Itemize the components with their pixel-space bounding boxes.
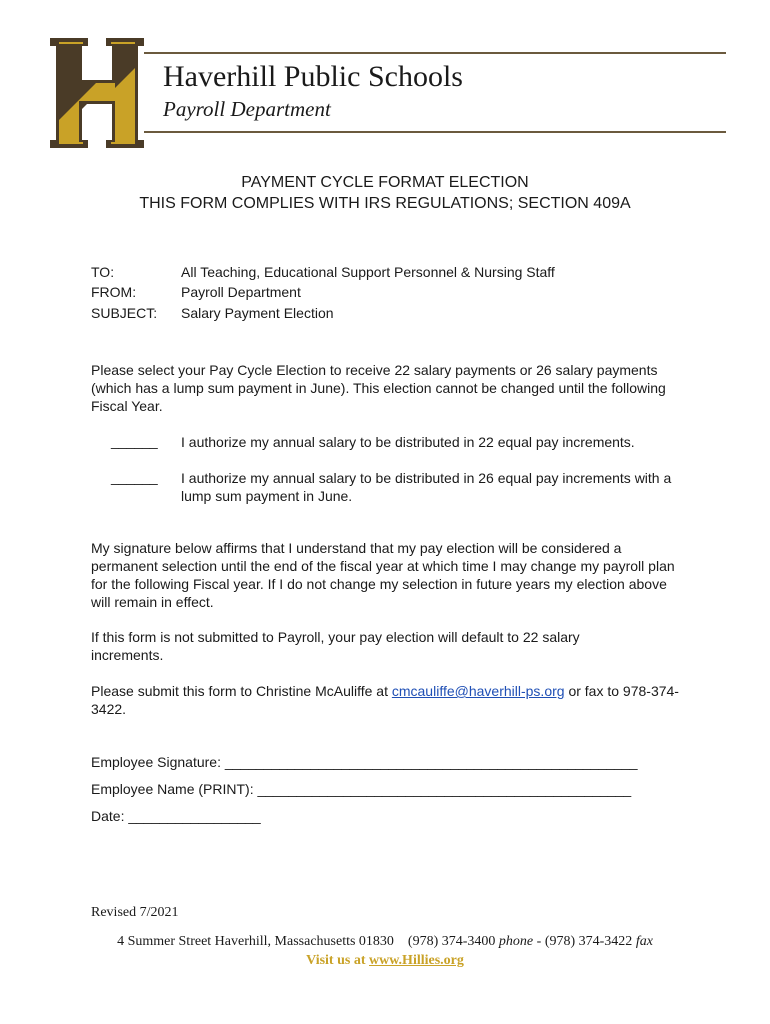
choice-22-blank[interactable]: ______ [111, 433, 158, 449]
memo-from-row [91, 284, 301, 300]
website-link[interactable]: www.Hillies.org [369, 953, 464, 968]
memo-subject-value: Salary Payment Election [181, 305, 334, 321]
date-field[interactable]: Date: _________________ [91, 808, 261, 824]
employee-signature-field[interactable]: Employee Signature: _____________________________________________________ [91, 754, 638, 770]
submit-instructions [91, 682, 691, 718]
form-title: PAYMENT CYCLE FORMAT ELECTION [241, 174, 529, 191]
footer-fax-label: fax [635, 934, 653, 949]
department-name [163, 97, 331, 122]
footer-fax: (978) 374-3422 [544, 934, 633, 949]
choice-26-blank[interactable]: ______ [111, 469, 158, 485]
choice-22-text: I authorize my annual salary to be distributed in 22 equal pay increments. [181, 434, 635, 450]
memo-from-label: FROM: [91, 284, 137, 300]
form-subtitle: THIS FORM COMPLIES WITH IRS REGULATIONS; SECTION 409A [139, 195, 631, 212]
submit-suffix: or fax to 978-374-3422. [91, 683, 679, 717]
memo-from-value: Payroll Department [181, 284, 301, 300]
footer-address-line [0, 934, 770, 950]
intro-paragraph: Please select your Pay Cycle Election to receive 22 salary payments or 26 salary payments (which has a lump sum payment in June). This election cannot be changed until the following Fiscal Year. [91, 362, 666, 414]
header-rule-bottom [144, 131, 726, 133]
memo-subject-label: SUBJECT: [91, 305, 158, 321]
memo-to-label: TO: [91, 264, 115, 280]
header-rule-top [144, 52, 726, 54]
visit-prefix: Visit us at [306, 953, 369, 968]
memo-subject-row [91, 305, 334, 321]
department-rest: Department [225, 97, 331, 121]
choice-26-text: I authorize my annual salary to be distributed in 26 equal pay increments with a lump sum payment in June. [181, 470, 672, 504]
h-letter-logo-icon [50, 38, 144, 148]
submit-prefix: Please submit this form to Christine McAuliffe at [91, 683, 392, 699]
footer-separator: - [533, 934, 545, 949]
department-italic: Payroll [163, 97, 226, 121]
affirmation-paragraph: My signature below affirms that I understand that my pay election will be considered a permanent selection until the end of the fiscal year at which time I may change my payroll plan for the following Fiscal year. If I do not change my selection in future years my election above will remain in effect. [91, 540, 675, 610]
default-note-paragraph: If this form is not submitted to Payroll, your pay election will default to 22 salary increments. [91, 629, 580, 663]
memo-to-value: All Teaching, Educational Support Personnel & Nursing Staff [181, 264, 555, 280]
school-name: Haverhill Public Schools [163, 60, 463, 93]
footer-phone: (978) 374-3400 [407, 934, 496, 949]
employee-name-field[interactable]: Employee Name (PRINT): ________________________________________________ [91, 781, 632, 797]
footer-phone-label: phone [498, 934, 534, 949]
footer-visit-line [0, 953, 770, 969]
footer-address: 4 Summer Street Haverhill, Massachusetts 01830 [117, 934, 394, 949]
memo-to-row [91, 264, 555, 280]
email-link[interactable]: cmcauliffe@haverhill-ps.org [391, 683, 565, 699]
revised-date: Revised 7/2021 [91, 905, 179, 920]
